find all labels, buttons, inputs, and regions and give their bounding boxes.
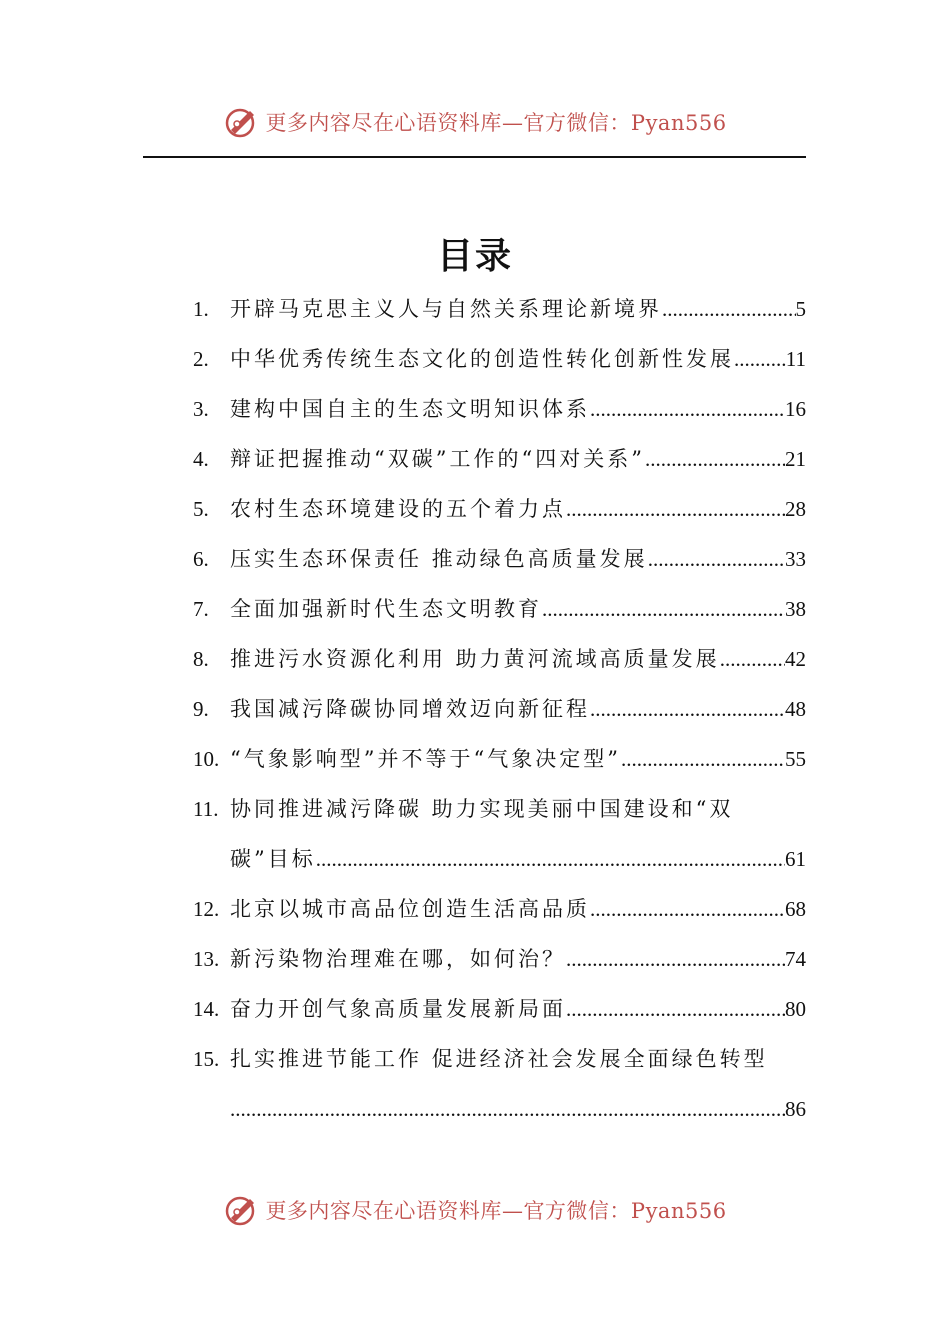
toc-entry-6[interactable]: 6. 压实生态环保责任 推动绿色高质量发展 ..... 33 [193, 534, 806, 584]
header-rule [143, 156, 806, 158]
toc-entry-2[interactable]: 2. 中华优秀传统生态文化的创造性转化创新性发展 ..... 11 [193, 334, 806, 384]
toc-entry-11-line2[interactable]: 碳”目标 ..... 61 [193, 834, 806, 884]
pen-logo-icon [223, 1192, 259, 1228]
banner-text: 更多内容尽在心语资料库—官方微信：Pyan556 [265, 111, 727, 135]
toc-entry-11-line1[interactable]: 11. 协同推进减污降碳 助力实现美丽中国建设和“双 [193, 797, 734, 821]
banner-text: 更多内容尽在心语资料库—官方微信：Pyan556 [265, 1199, 727, 1223]
toc-entry-14[interactable]: 14. 奋力开创气象高质量发展新局面 ..... 80 [193, 984, 806, 1034]
table-of-contents [193, 284, 806, 1134]
pen-logo-icon [223, 104, 259, 140]
toc-entry-15-line2[interactable]: ..... 86 [193, 1084, 806, 1134]
toc-entry-13[interactable]: 13. 新污染物治理难在哪，如何治？ ..... 74 [193, 934, 806, 984]
page-title: 目录 [436, 235, 513, 277]
toc-entry-7[interactable]: 7. 全面加强新时代生态文明教育 ..... 38 [193, 584, 806, 634]
toc-entry-12[interactable]: 12. 北京以城市高品位创造生活高品质 ..... 68 [193, 884, 806, 934]
toc-entry-8[interactable]: 8. 推进污水资源化利用 助力黄河流域高质量发展 ..... 42 [193, 634, 806, 684]
toc-entry-15-line1[interactable]: 15. 扎实推进节能工作 促进经济社会发展全面绿色转型 [193, 1047, 768, 1071]
toc-entry-10[interactable]: 10. “气象影响型”并不等于“气象决定型” ..... 55 [193, 734, 806, 784]
toc-entry-5[interactable]: 5. 农村生态环境建设的五个着力点 ..... 28 [193, 484, 806, 534]
toc-entry-1[interactable]: 1. 开辟马克思主义人与自然关系理论新境界 ..... 5 [193, 284, 806, 334]
footer-banner [0, 1190, 950, 1230]
toc-entry-3[interactable]: 3. 建构中国自主的生态文明知识体系 ..... 16 [193, 384, 806, 434]
toc-entry-9[interactable]: 9. 我国减污降碳协同增效迈向新征程 ..... 48 [193, 684, 806, 734]
toc-entry-4[interactable]: 4. 辩证把握推动“双碳”工作的“四对关系” ..... 21 [193, 434, 806, 484]
header-banner [0, 102, 950, 142]
